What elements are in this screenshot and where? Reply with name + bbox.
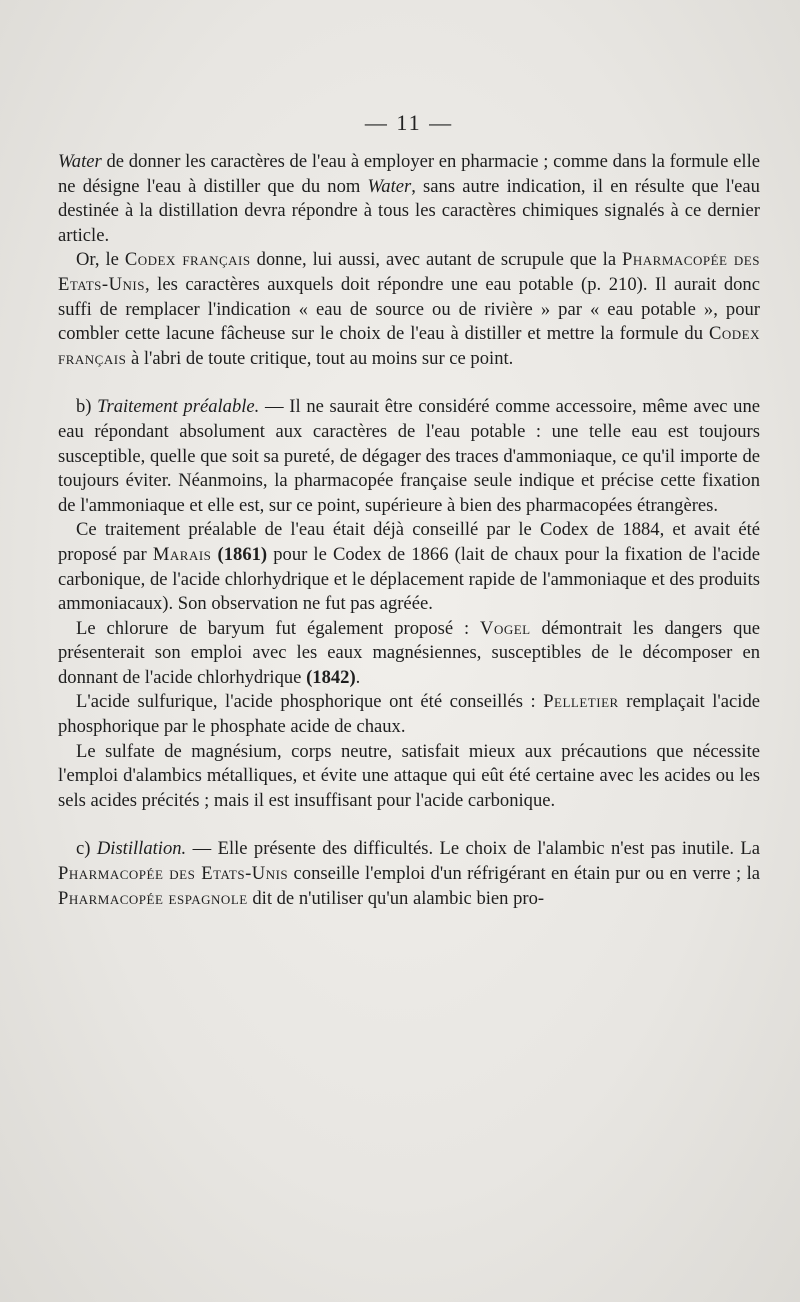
water-term: Water <box>58 151 102 172</box>
paragraph-text: remplaçait l'acide phosphorique par le phosphate acide de chaux. <box>58 691 760 738</box>
section-c-distillation <box>58 837 760 911</box>
section-letter: c) <box>76 838 97 860</box>
paragraph-water <box>58 150 760 248</box>
paragraph-text: conseille l'emploi d'un réfrigérant en étain pur ou en verre ; la <box>288 863 760 885</box>
author-marais: Marais <box>152 543 212 565</box>
paragraph-magnesium <box>58 740 760 814</box>
paragraph-text: L'acide sulfurique, l'acide phosphorique ont été conseillés : <box>76 691 544 713</box>
author-vogel: Vogel <box>480 617 531 639</box>
paragraph-text: à l'abri de toute critique, tout au moins sur ce point. <box>126 347 514 369</box>
water-term: Water <box>367 175 412 197</box>
section-b-traitement <box>58 395 760 518</box>
year-reference: (1861) <box>217 543 268 565</box>
paragraph-marais <box>58 518 760 616</box>
paragraph-text: de donner les caractères de l'eau à employer en pharmacie ; comme dans la formule elle ne désigne l'eau à distiller que du nom <box>58 151 760 197</box>
paragraph-text: — Il ne saurait être considéré comme accessoire, même avec une eau répondant absolument aux caractères de l'eau potable : une telle eau est toujours susceptible, quelle que soit sa pureté, de dégager des traces d'ammoniaque, ce qu'il importe de toujours éviter. Néanmoins, la pharmacopée française seule indique et précise cette fixation de l'ammoniaque et elle est, sur ce point, supérieure à bien des pharmacopées étrangères. <box>58 396 761 516</box>
paragraph-text: , les caractères auxquels doit répondre une eau potable (p. 210). Il aurait donc suffi de remplacer l'indication « eau de source ou de rivière » par « eau potable », pour combler cette lacune fâcheuse sur le choix de l'eau à distiller et mettre la formule du <box>58 273 760 345</box>
punctuation: . <box>355 666 361 688</box>
paragraph-text: — Elle présente des difficultés. Le choix de l'alambic n'est pas inutile. La <box>186 838 760 860</box>
paragraph-text: , sans autre indication, il en résulte que l'eau destinée à la distillation devra répondre à tous les caractères chimiques signalés à ce dernier article. <box>58 175 760 246</box>
paragraph-text: pour le Codex de 1866 (lait de chaux pour la fixation de l'acide carbonique, de l'acide chlorhydrique et le déplacement rapide de l'ammoniaque et des produits ammoniacaux). Son observation ne fut pas agréée. <box>58 543 760 615</box>
section-letter: b) <box>76 396 98 418</box>
pharmacopee-usa-term: Pharmacopée des Etats-Unis <box>58 863 289 885</box>
year-reference: (1842) <box>306 666 356 688</box>
codex-francais-term: Codex français <box>58 323 760 369</box>
paragraph-text: Le sulfate de magnésium, corps neutre, satisfait mieux aux précautions que nécessite l'emploi d'alambics métalliques, et évite une attaque qui eût été certaine avec les acides ou les sels acides précités ; mais il est insuffisant pour l'acide carbonique. <box>58 740 760 811</box>
pharmacopee-espagnole-term: Pharmacopée espagnole <box>58 887 248 909</box>
paragraph-acides <box>58 690 760 739</box>
author-pelletier: Pelletier <box>543 691 619 713</box>
paragraph-codex <box>58 248 760 371</box>
pharmacopee-usa-term: Pharmacopée des Etats-Unis <box>58 249 760 295</box>
paragraph-baryum <box>58 617 760 691</box>
section-heading: Distillation. <box>96 838 187 860</box>
paragraph-text: Le chlorure de baryum fut également proposé : <box>76 617 481 639</box>
paragraph-text: Ce traitement préalable de l'eau était déjà conseillé par le Codex de 1884, et avait été proposé par <box>58 519 760 565</box>
paragraph-text: dit de n'utiliser qu'un alambic bien pro- <box>247 887 545 909</box>
codex-francais-term: Codex français <box>124 249 251 271</box>
paragraph-text: Or, le <box>76 249 125 271</box>
document-page <box>58 110 760 911</box>
section-heading: Traitement préalable. <box>97 396 260 418</box>
page-number: — 11 — <box>364 110 454 135</box>
paragraph-text: donne, lui aussi, avec autant de scrupule que la <box>250 249 623 271</box>
paragraph-text: démontrait les dangers que présenterait son emploi avec les eaux magnésiennes, susceptibles de le décomposer en donnant de l'acide chlorhydrique <box>58 617 760 688</box>
